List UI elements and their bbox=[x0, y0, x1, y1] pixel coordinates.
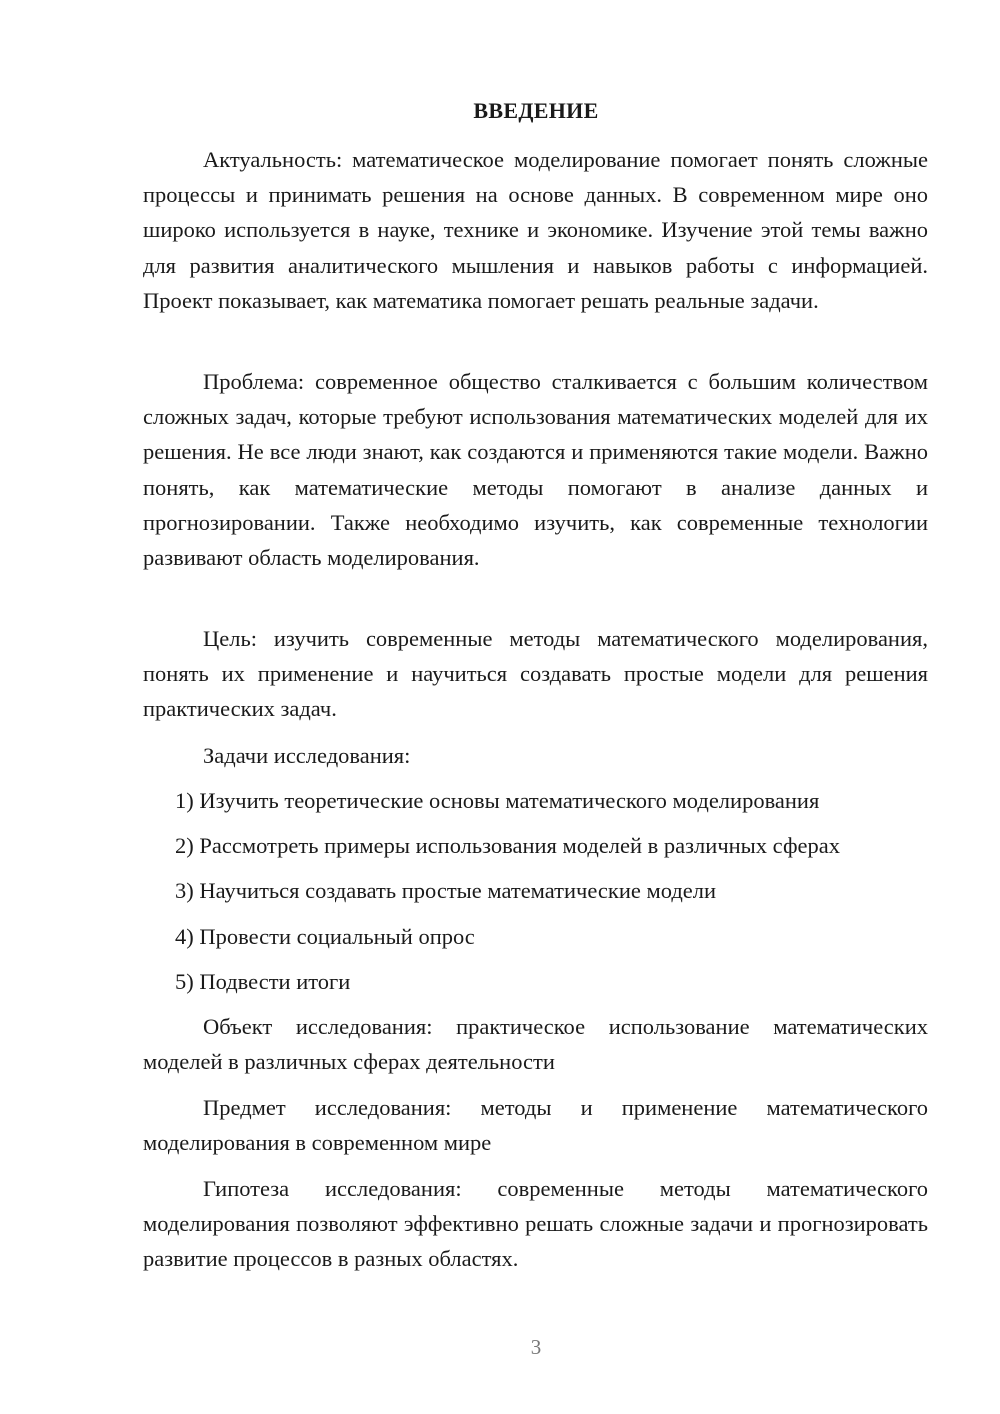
subject-paragraph: Предмет исследования: методы и применение математического моделирования в современном мире bbox=[143, 1095, 928, 1156]
page-number: 3 bbox=[530, 1335, 542, 1359]
object-paragraph: Объект исследования: практическое использование математических моделей в различных сферах деятельности bbox=[143, 1014, 928, 1075]
task-item: 2) Рассмотреть примеры использования моделей в различных сферах bbox=[175, 833, 840, 858]
task-item: 1) Изучить теоретические основы математического моделирования bbox=[175, 788, 820, 813]
page-title: ВВЕДЕНИЕ bbox=[473, 98, 599, 123]
hypothesis-paragraph: Гипотеза исследования: современные методы математического моделирования позволяют эффективно решать сложные задачи и прогнозировать развитие процессов в разных областях. bbox=[143, 1176, 928, 1272]
task-item: 5) Подвести итоги bbox=[175, 969, 351, 994]
goal-paragraph: Цель: изучить современные методы математического моделирования, понять их применение и научиться создавать простые модели для решения практических задач. bbox=[143, 626, 928, 722]
task-item: 3) Научиться создавать простые математические модели bbox=[175, 878, 717, 903]
problem-paragraph: Проблема: современное общество сталкивается с большим количеством сложных задач, которые требуют использования математических моделей для их решения. Не все люди знают, как создаются и применяются такие модели. Важно понять, как математические методы помогают в анализе данных и прогнозировании. Также необходимо изучить, как современные технологии развивают область моделирования. bbox=[143, 369, 928, 571]
tasks-heading: Задачи исследования: bbox=[203, 743, 411, 768]
relevance-paragraph: Актуальность: математическое моделирование помогает понять сложные процессы и принимать решения на основе данных. В современном мире оно широко используется в науке, технике и экономике. Изучение этой темы важно для развития аналитического мышления и навыков работы с информацией. Проект показывает, как математика помогает решать реальные задачи. bbox=[143, 147, 928, 313]
task-item: 4) Провести социальный опрос bbox=[175, 924, 475, 949]
